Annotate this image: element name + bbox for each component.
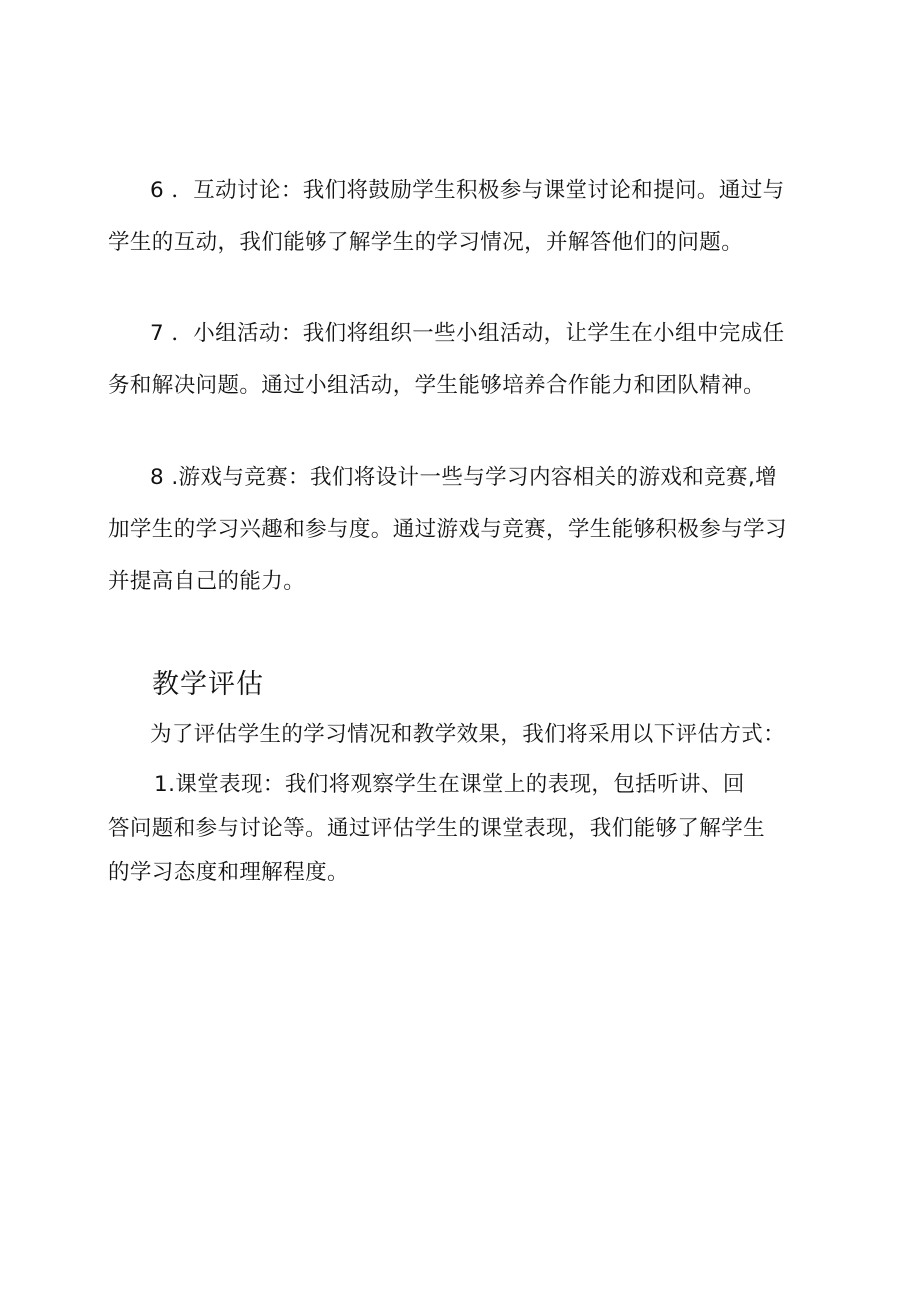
paragraph-group-activity (108, 308, 828, 412)
paragraph-line: 的学习态度和理解程度。 (108, 860, 349, 885)
paragraph-line: 1.课堂表现：我们将观察学生在课堂上的表现，包括听讲、回 (154, 772, 745, 797)
paragraph-games-competitions (108, 452, 828, 608)
paragraph-line: 6 ．互动讨论：我们将鼓励学生积极参与课堂讨论和提问。通过与 (150, 178, 785, 203)
paragraph-line: 答问题和参与讨论等。通过评估学生的课堂表现，我们能够了解学生 (108, 816, 766, 841)
paragraph-line: 学生的互动，我们能够了解学生的学习情况，并解答他们的问题。 (108, 230, 744, 255)
evaluation-item-classroom-performance (108, 763, 828, 895)
paragraph-line: 务和解决问题。通过小组活动，学生能够培养合作能力和团队精神。 (108, 373, 766, 398)
paragraph-line: 加学生的学习兴趣和参与度。通过游戏与竞赛，学生能够积极参与学习 (108, 517, 787, 542)
paragraph-line: 7 ．小组活动：我们将组织一些小组活动，让学生在小组中完成任 (150, 321, 785, 346)
section-heading: 教学评估 (152, 669, 264, 700)
paragraph-line: 8 .游戏与竞赛：我们将设计一些与学习内容相关的游戏和竞赛,增 (150, 465, 778, 490)
paragraph-interactive-discussion (108, 165, 828, 269)
paragraph-line: 并提高自己的能力。 (108, 569, 306, 594)
section-intro: 为了评估学生的学习情况和教学效果，我们将采用以下评估方式： (150, 722, 786, 747)
